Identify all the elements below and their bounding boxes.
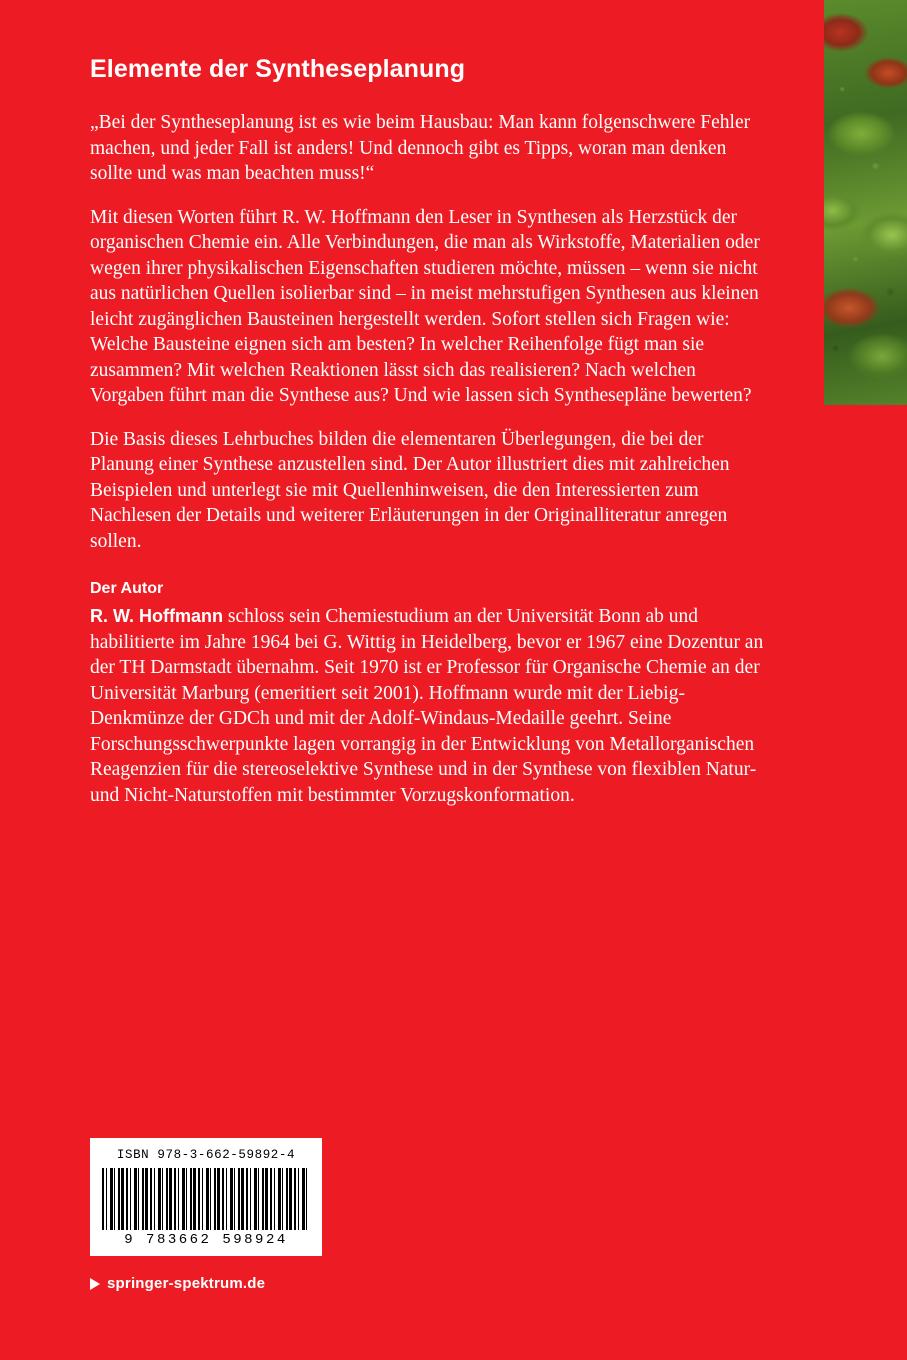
publisher-label: springer-spektrum.de — [107, 1275, 266, 1292]
author-section-heading: Der Autor — [90, 580, 164, 597]
blurb-paragraph-quote: „Bei der Syntheseplanung ist es wie beim Hausbau: Man kann folgenschwere Fehler machen, und jeder Fall ist anders! Und dennoch gibt es Tipps, woran man denken sollte und was man beachten muss!“ — [90, 112, 751, 184]
blurb-paragraph-book: Die Basis dieses Lehrbuches bilden die elementaren Überlegungen, die bei der Planung einer Synthese anzustellen sind. Der Autor illustriert dies mit zahlreichen Beispielen und unterlegt sie mit Quellenhinweisen, die den Interessierten zum Nachlesen der Details und weiterer Erläuterungen in der Originalliteratur anregen sollen. — [90, 428, 730, 552]
triangle-right-icon — [90, 1278, 100, 1290]
barcode-block — [90, 1138, 322, 1256]
cover-edge-photo — [824, 0, 907, 405]
publisher-link[interactable] — [90, 1275, 265, 1292]
barcode-digits: 9 783662 598924 — [124, 1232, 288, 1248]
author-bio-text: schloss sein Chemiestudium an der Universität Bonn ab und habilitierte im Jahre 1964 bei G. Wittig in Heidelberg, bevor er 1967 eine Dozentur an der TH Darmstadt übernahm. Seit 1970 ist er Professor für Organische Chemie an der Universität Marburg (emeritiert seit 2001). Hoffmann wurde mit der Liebig-Denkmünze der GDCh und mit der Adolf-Windaus-Medaille geehrt. Seine Forschungsschwerpunkte lagen vorrangig in der Entwicklung von Metallorganischen Reagenzien für die stereoselektive Synthese und in der Synthese von flexiblen Natur- und Nicht-Naturstoffen mit bestimmter Vorzugskonformation. — [90, 606, 764, 806]
blurb-paragraph-intro: Mit diesen Worten führt R. W. Hoffmann den Leser in Synthesen als Herzstück der organischen Chemie ein. Alle Verbindungen, die man als Wirkstoffe, Materialien oder wegen ihrer physikalischen Eigenschaften studieren möchte, müssen – wenn sie nicht aus natürlichen Quellen isolierbar sind – in meist mehrstufigen Synthesen aus kleinen leicht zugänglichen Bausteinen hergestellt werden. Sofort stellen sich Fragen wie: Welche Bausteine eignen sich am besten? In welcher Reihenfolge fügt man sie zusammen? Mit welchen Reaktionen lässt sich das realisieren? Nach welchen Vorgaben führt man die Synthese aus? Und wie lassen sich Synthesepläne bewerten? — [90, 206, 760, 406]
isbn-text: ISBN 978-3-662-59892-4 — [116, 1148, 296, 1162]
page-title: Elemente der Syntheseplanung — [90, 55, 466, 83]
blurb-content — [90, 55, 768, 808]
leaf-photo-highlights-icon — [824, 0, 907, 405]
barcode-bars-icon — [102, 1168, 310, 1230]
author-bio — [90, 604, 768, 808]
author-name: R. W. Hoffmann — [90, 606, 223, 626]
